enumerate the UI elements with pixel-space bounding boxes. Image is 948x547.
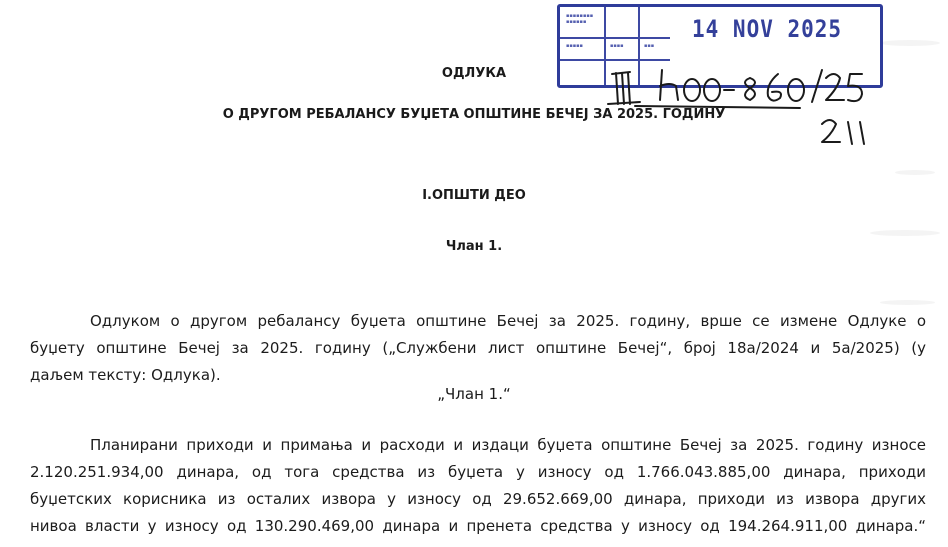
article-heading: Члан 1. [445,239,503,254]
scan-artifact [870,230,940,236]
paragraph-line: даљем тексту: Одлука). [30,366,221,384]
paragraph-line: нивоа власти у износу од 130.290.469,00 динара и пренета средства у износу од 194.264.911,00 динара.“ [30,517,926,535]
paragraph-line: Планирани приходи и примања и расходи и издаци буџета општине Бечеј за 2025. годину износе [90,436,926,454]
paragraph-line: Одлуком о другом ребалансу буџета општине Бечеј за 2025. годину, врше се измене Одлуке о [90,312,926,330]
scan-artifact [895,170,935,175]
scan-artifact [880,40,940,46]
paragraph-line: 2.120.251.934,00 динара, од тога средства из буџета у износу од 1.766.043.885,00 динара, приходи [30,463,926,481]
scan-artifact [880,300,935,305]
document-title: ОДЛУКА [441,66,507,81]
section-heading: I.ОПШТИ ДЕО [422,188,526,203]
stamp-date: 14 NOV 2025 [692,15,843,43]
quoted-article-heading: „Члан 1.“ [437,385,511,403]
paragraph-line: буџетских корисника из осталих извора у износу од 29.652.669,00 динара, приходи из извора других [30,490,926,508]
document-subtitle: О ДРУГОМ РЕБАЛАНСУ БУЏЕТА ОПШТИНЕ БЕЧЕЈ ЗА 2025. ГОДИНУ [222,107,726,122]
paragraph-line: буџету општине Бечеј за 2025. годину („Службени лист општине Бечеј“, број 18а/2024 и 5а/2025) (у [30,339,926,357]
stamp-grid: ▪▪▪▪▪▪▪▪ ▪▪▪▪▪▪ ▪▪▪▪▪ ▪▪▪▪ ▪▪▪ [560,7,670,85]
